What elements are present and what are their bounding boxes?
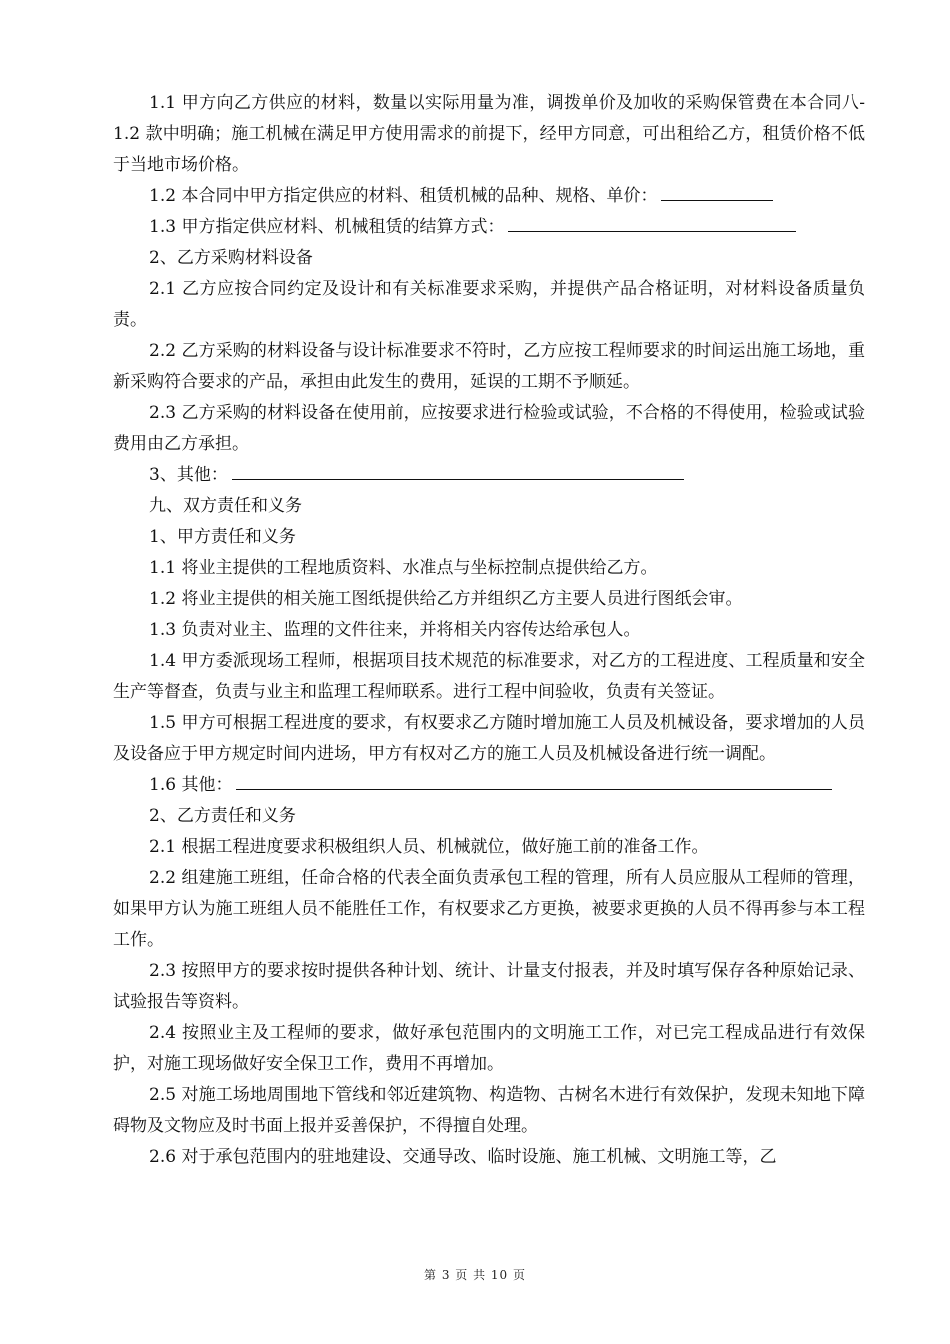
paragraph-1-1: 1.1 甲方向乙方供应的材料，数量以实际用量为准，调拨单价及加收的采购保管费在本合同八-1.2 款中明确；施工机械在满足甲方使用需求的前提下，经甲方同意，可出租给乙方，租赁价格不低于当地市场价格。 <box>113 93 866 175</box>
fill-in-blank[interactable] <box>661 182 773 201</box>
paragraph-a-1-2: 1.2 将业主提供的相关施工图纸提供给乙方并组织乙方主要人员进行图纸会审。 <box>149 589 743 609</box>
paragraph-2-3: 2.3 乙方采购的材料设备在使用前，应按要求进行检验或试验，不合格的不得使用，检验或试验费用由乙方承担。 <box>113 403 865 454</box>
paragraph-b-2-3: 2.3 按照甲方的要求按时提供各种计划、统计、计量支付报表，并及时填写保存各种原始记录、试验报告等资料。 <box>113 961 865 1012</box>
document-body <box>113 88 865 1173</box>
paragraph-2-2: 2.2 乙方采购的材料设备与设计标准要求不符时，乙方应按工程师要求的时间运出施工场地，重新采购符合要求的产品，承担由此发生的费用，延误的工期不予顺延。 <box>113 341 865 392</box>
paragraph-b-2-1: 2.1 根据工程进度要求积极组织人员、机械就位，做好施工前的准备工作。 <box>149 837 709 857</box>
heading-supplier-purchase: 2、乙方采购材料设备 <box>149 248 313 268</box>
paragraph-3-other <box>113 460 865 491</box>
paragraph-text: 3、其他： <box>149 465 228 485</box>
paragraph-a-1-3: 1.3 负责对业主、监理的文件往来，并将相关内容传达给承包人。 <box>149 620 641 640</box>
paragraph-a-1-5: 1.5 甲方可根据工程进度的要求，有权要求乙方随时增加施工人员及机械设备，要求增加的人员及设备应于甲方规定时间内进场，甲方有权对乙方的施工人员及机械设备进行统一调配。 <box>113 713 865 764</box>
paragraph-2-1: 2.1 乙方应按合同约定及设计和有关标准要求采购，并提供产品合格证明，对材料设备质量负责。 <box>113 279 865 330</box>
paragraph-a-1-6 <box>113 770 865 801</box>
paragraph-b-2-2: 2.2 组建施工班组，任命合格的代表全面负责承包工程的管理，所有人员应服从工程师的管理，如果甲方认为施工班组人员不能胜任工作，有权要求乙方更换，被要求更换的人员不得再参与本工程工作。 <box>113 868 865 950</box>
heading-party-a-duties: 1、甲方责任和义务 <box>149 527 296 547</box>
paragraph-a-1-1: 1.1 将业主提供的工程地质资料、水准点与坐标控制点提供给乙方。 <box>149 558 658 578</box>
page-number-footer: 第 3 页 共 10 页 <box>424 1268 526 1282</box>
paragraph-b-2-6: 2.6 对于承包范围内的驻地建设、交通导改、临时设施、施工机械、文明施工等，乙 <box>149 1147 777 1167</box>
paragraph-text: 1.3 甲方指定供应材料、机械租赁的结算方式： <box>149 217 505 237</box>
paragraph-text: 1.2 本合同中甲方指定供应的材料、租赁机械的品种、规格、单价： <box>149 186 658 206</box>
paragraph-b-2-5: 2.5 对施工场地周围地下管线和邻近建筑物、构造物、古树名木进行有效保护，发现未知地下障碍物及文物应及时书面上报并妥善保护，不得擅自处理。 <box>113 1085 865 1136</box>
paragraph-1-3 <box>113 212 865 243</box>
paragraph-a-1-4: 1.4 甲方委派现场工程师，根据项目技术规范的标准要求，对乙方的工程进度、工程质量和安全生产等督查，负责与业主和监理工程师联系。进行工程中间验收，负责有关签证。 <box>113 651 865 702</box>
fill-in-blank[interactable] <box>232 461 684 480</box>
heading-party-b-duties: 2、乙方责任和义务 <box>149 806 296 826</box>
fill-in-blank[interactable] <box>508 213 796 232</box>
paragraph-1-2 <box>113 181 865 212</box>
section-heading-9: 九、双方责任和义务 <box>149 496 302 516</box>
paragraph-text: 1.6 其他： <box>149 775 233 795</box>
paragraph-b-2-4: 2.4 按照业主及工程师的要求，做好承包范围内的文明施工工作，对已完工程成品进行有效保护，对施工现场做好安全保卫工作，费用不再增加。 <box>113 1023 865 1074</box>
fill-in-blank[interactable] <box>236 771 832 790</box>
